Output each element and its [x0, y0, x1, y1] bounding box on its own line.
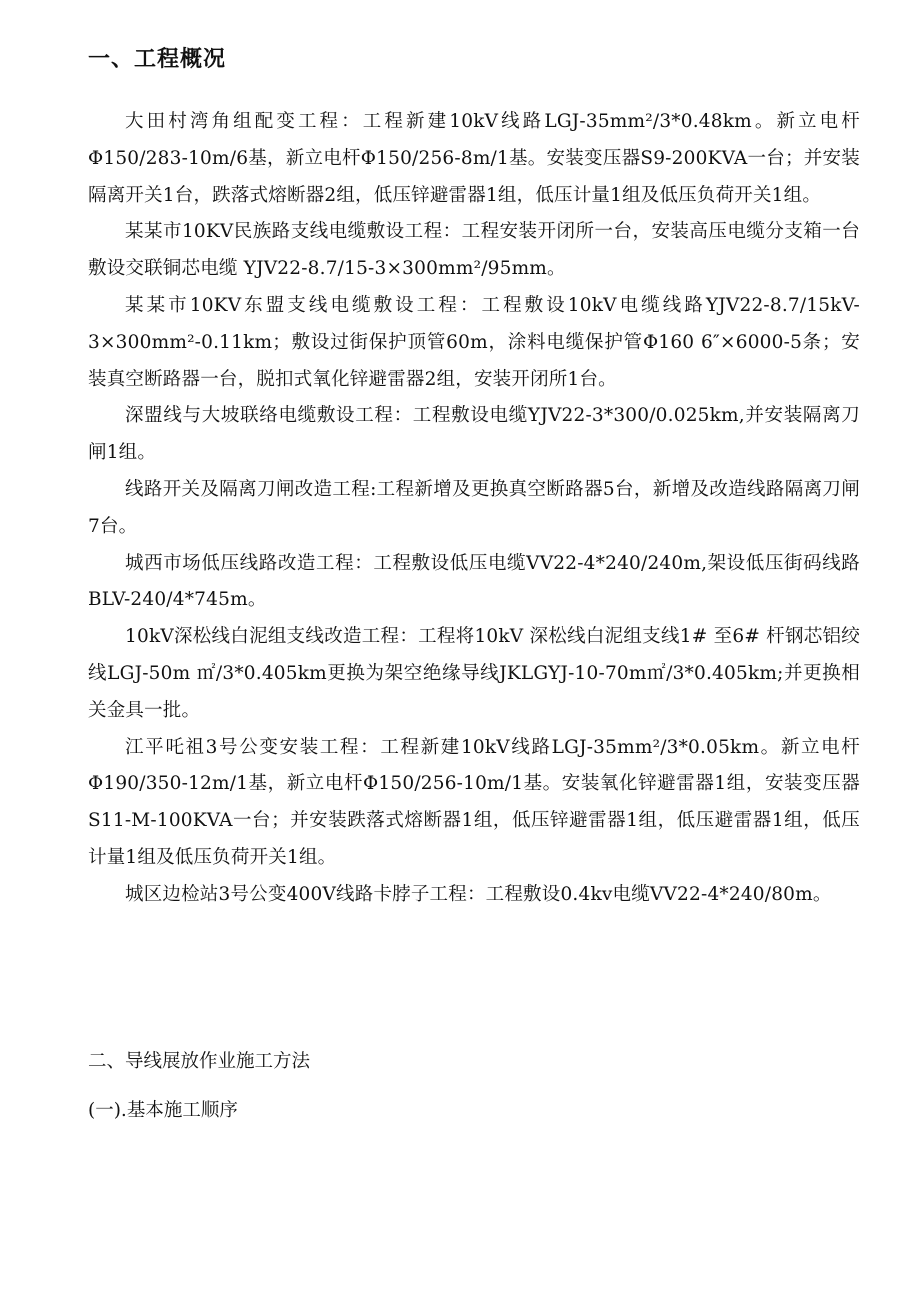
section-2-title: 二、导线展放作业施工方法	[88, 1051, 311, 1072]
project-paragraph: 深盟线与大坡联络电缆敷设工程：工程敷设电缆YJV22-3*300/0.025km,并安装隔离刀闸1组。	[88, 405, 860, 464]
subsection-1-title: (一).基本施工顺序	[88, 1100, 238, 1121]
section-1-title: 一、工程概况	[88, 47, 227, 72]
project-paragraph: 某某市10KV民族路支线电缆敷设工程：工程安装开闭所一台，安装高压电缆分支箱一台敷设交联铜芯电缆 YJV22-8.7/15-3×300mm²/95mm。	[88, 221, 860, 280]
project-paragraph: 江平吒祖3号公变安装工程：工程新建10kV线路LGJ-35mm²/3*0.05km。新立电杆Φ190/350-12m/1基，新立电杆Φ150/256-10m/1基。安装氧化锌避雷器1组，安装变压器S11-M-100KVA一台；并安装跌落式熔断器1组，低压锌避雷器1组，低压避雷器1组，低压计量1组及低压负荷开关1组。	[88, 736, 860, 868]
project-paragraph: 城西市场低压线路改造工程：工程敷设低压电缆VV22-4*240/240m,架设低压街码线路BLV-240/4*745m。	[88, 552, 860, 611]
project-paragraph: 10kV深松线白泥组支线改造工程：工程将10kV 深松线白泥组支线1# 至6# 杆钢芯铝绞线LGJ-50m ㎡/3*0.405km更换为架空绝缘导线JKLGYJ-10-70m㎡/3*0.405km;并更换相关金具一批。	[88, 626, 860, 721]
project-paragraph: 大田村湾角组配变工程：工程新建10kV线路LGJ-35mm²/3*0.48km。新立电杆Φ150/283-10m/6基，新立电杆Φ150/256-8m/1基。安装变压器S9-200KVA一台；并安装隔离开关1台，跌落式熔断器2组，低压锌避雷器1组，低压计量1组及低压负荷开关1组。	[88, 111, 860, 206]
project-paragraph: 某某市10KV东盟支线电缆敷设工程：工程敷设10kV电缆线路YJV22-8.7/15kV-3×300mm²-0.11km；敷设过街保护顶管60m，涂料电缆保护管Φ160 6″×6000-5条；安装真空断路器一台，脱扣式氧化锌避雷器2组，安装开闭所1台。	[88, 294, 860, 390]
project-paragraph: 城区边检站3号公变400V线路卡脖子工程：工程敷设0.4kv电缆VV22-4*240/80m。	[125, 883, 832, 905]
project-paragraph: 线路开关及隔离刀闸改造工程:工程新增及更换真空断路器5台，新增及改造线路隔离刀闸7台。	[88, 478, 860, 537]
section-1-body	[88, 104, 860, 914]
